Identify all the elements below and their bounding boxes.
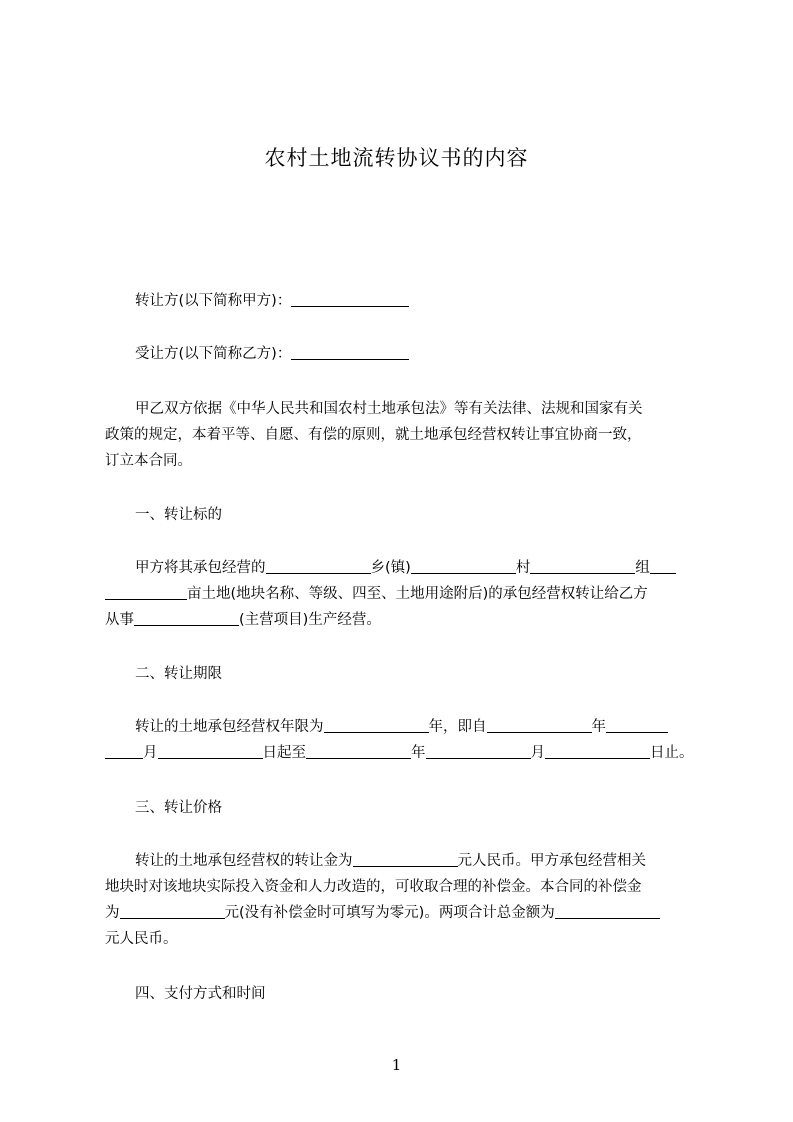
section1-text-6: 从事	[105, 612, 134, 628]
section3-line-4: 元人民币。	[105, 931, 178, 947]
total-amount-blank[interactable]	[555, 902, 660, 919]
section2-text-4: 月	[143, 745, 158, 761]
intro-line-1: 甲乙双方依据《中华人民共和国农村土地承包法》等有关法律、法规和国家有关	[135, 401, 643, 417]
party-b-line	[105, 341, 731, 367]
document-title: 农村土地流转协议书的内容	[264, 146, 529, 170]
area-blank-end[interactable]	[105, 583, 187, 600]
end-day-blank[interactable]	[545, 742, 650, 759]
end-month-blank[interactable]	[426, 742, 531, 759]
project-blank[interactable]	[134, 609, 239, 626]
section3-text-5: 元(没有补偿金时可填写为零元)。两项合计总金额为	[224, 905, 555, 921]
section2-text-2: 年，即自	[428, 719, 487, 735]
section2-line-2	[105, 740, 701, 766]
section3-line-2: 地块时对该地块实际投入资金和人力改造的，可收取合理的补偿金。本合同的补偿金	[105, 879, 642, 895]
intro-paragraph	[105, 396, 701, 474]
section1-text-3: 村	[515, 560, 531, 576]
section1-text-7: (主营项目)生产经营。	[239, 612, 381, 628]
section1-line-1	[105, 555, 701, 581]
party-a-blank[interactable]	[291, 290, 409, 307]
section2-text-1: 转让的土地承包经营权年限为	[135, 719, 324, 735]
section3-text-1: 转让的土地承包经营权的转让金为	[135, 853, 353, 869]
section1-heading: 一、转让标的	[135, 507, 222, 523]
start-day-blank[interactable]	[158, 742, 263, 759]
section3-text-4: 为	[105, 905, 120, 921]
section1-paragraph	[105, 555, 701, 633]
section2-text-6: 年	[411, 745, 426, 761]
party-b-label: 受让方(以下简称乙方)：	[135, 346, 292, 362]
section3-text-2: 元人民币。甲方承包经营相关	[457, 853, 646, 869]
section2-text-3: 年	[591, 719, 606, 735]
village-blank[interactable]	[411, 557, 516, 574]
township-blank[interactable]	[266, 557, 371, 574]
section2-paragraph	[105, 714, 701, 766]
section2-text-5: 日起至	[262, 745, 306, 761]
group-blank[interactable]	[530, 557, 635, 574]
start-year-blank[interactable]	[487, 716, 592, 733]
section1-text-4: 组	[635, 560, 650, 576]
page-number: 1	[391, 1056, 402, 1074]
start-month-blank-start[interactable]	[606, 716, 668, 733]
area-blank-start[interactable]	[650, 557, 676, 574]
section2-text-8: 日止。	[650, 745, 694, 761]
transfer-fee-blank[interactable]	[353, 850, 458, 867]
section3-line-1	[105, 848, 701, 874]
section2-text-7: 月	[530, 745, 545, 761]
section1-text-1: 甲方将其承包经营的	[135, 560, 266, 576]
section3-paragraph	[105, 848, 701, 952]
party-b-blank[interactable]	[291, 343, 409, 360]
section1-line-3	[105, 607, 701, 633]
section1-text-5: 亩土地(地块名称、等级、四至、土地用途附后)的承包经营权转让给乙方	[187, 586, 648, 602]
section1-line-2	[105, 581, 701, 607]
compensation-blank[interactable]	[120, 902, 225, 919]
section3-line-3	[105, 900, 701, 926]
section3-heading: 三、转让价格	[135, 800, 222, 816]
section2-line-1	[105, 714, 701, 740]
intro-line-2: 政策的规定，本着平等、自愿、有偿的原则，就土地承包经营权转让事宜协商一致，	[105, 427, 642, 443]
section1-text-2: 乡(镇)	[370, 560, 411, 576]
section2-heading: 二、转让期限	[135, 666, 222, 682]
section4-heading: 四、支付方式和时间	[135, 986, 266, 1002]
intro-line-3: 订立本合同。	[105, 453, 192, 469]
years-blank[interactable]	[324, 716, 429, 733]
party-a-label: 转让方(以下简称甲方)：	[135, 293, 292, 309]
start-month-blank-end[interactable]	[105, 742, 143, 759]
end-year-blank[interactable]	[306, 742, 411, 759]
party-a-line	[105, 288, 731, 314]
